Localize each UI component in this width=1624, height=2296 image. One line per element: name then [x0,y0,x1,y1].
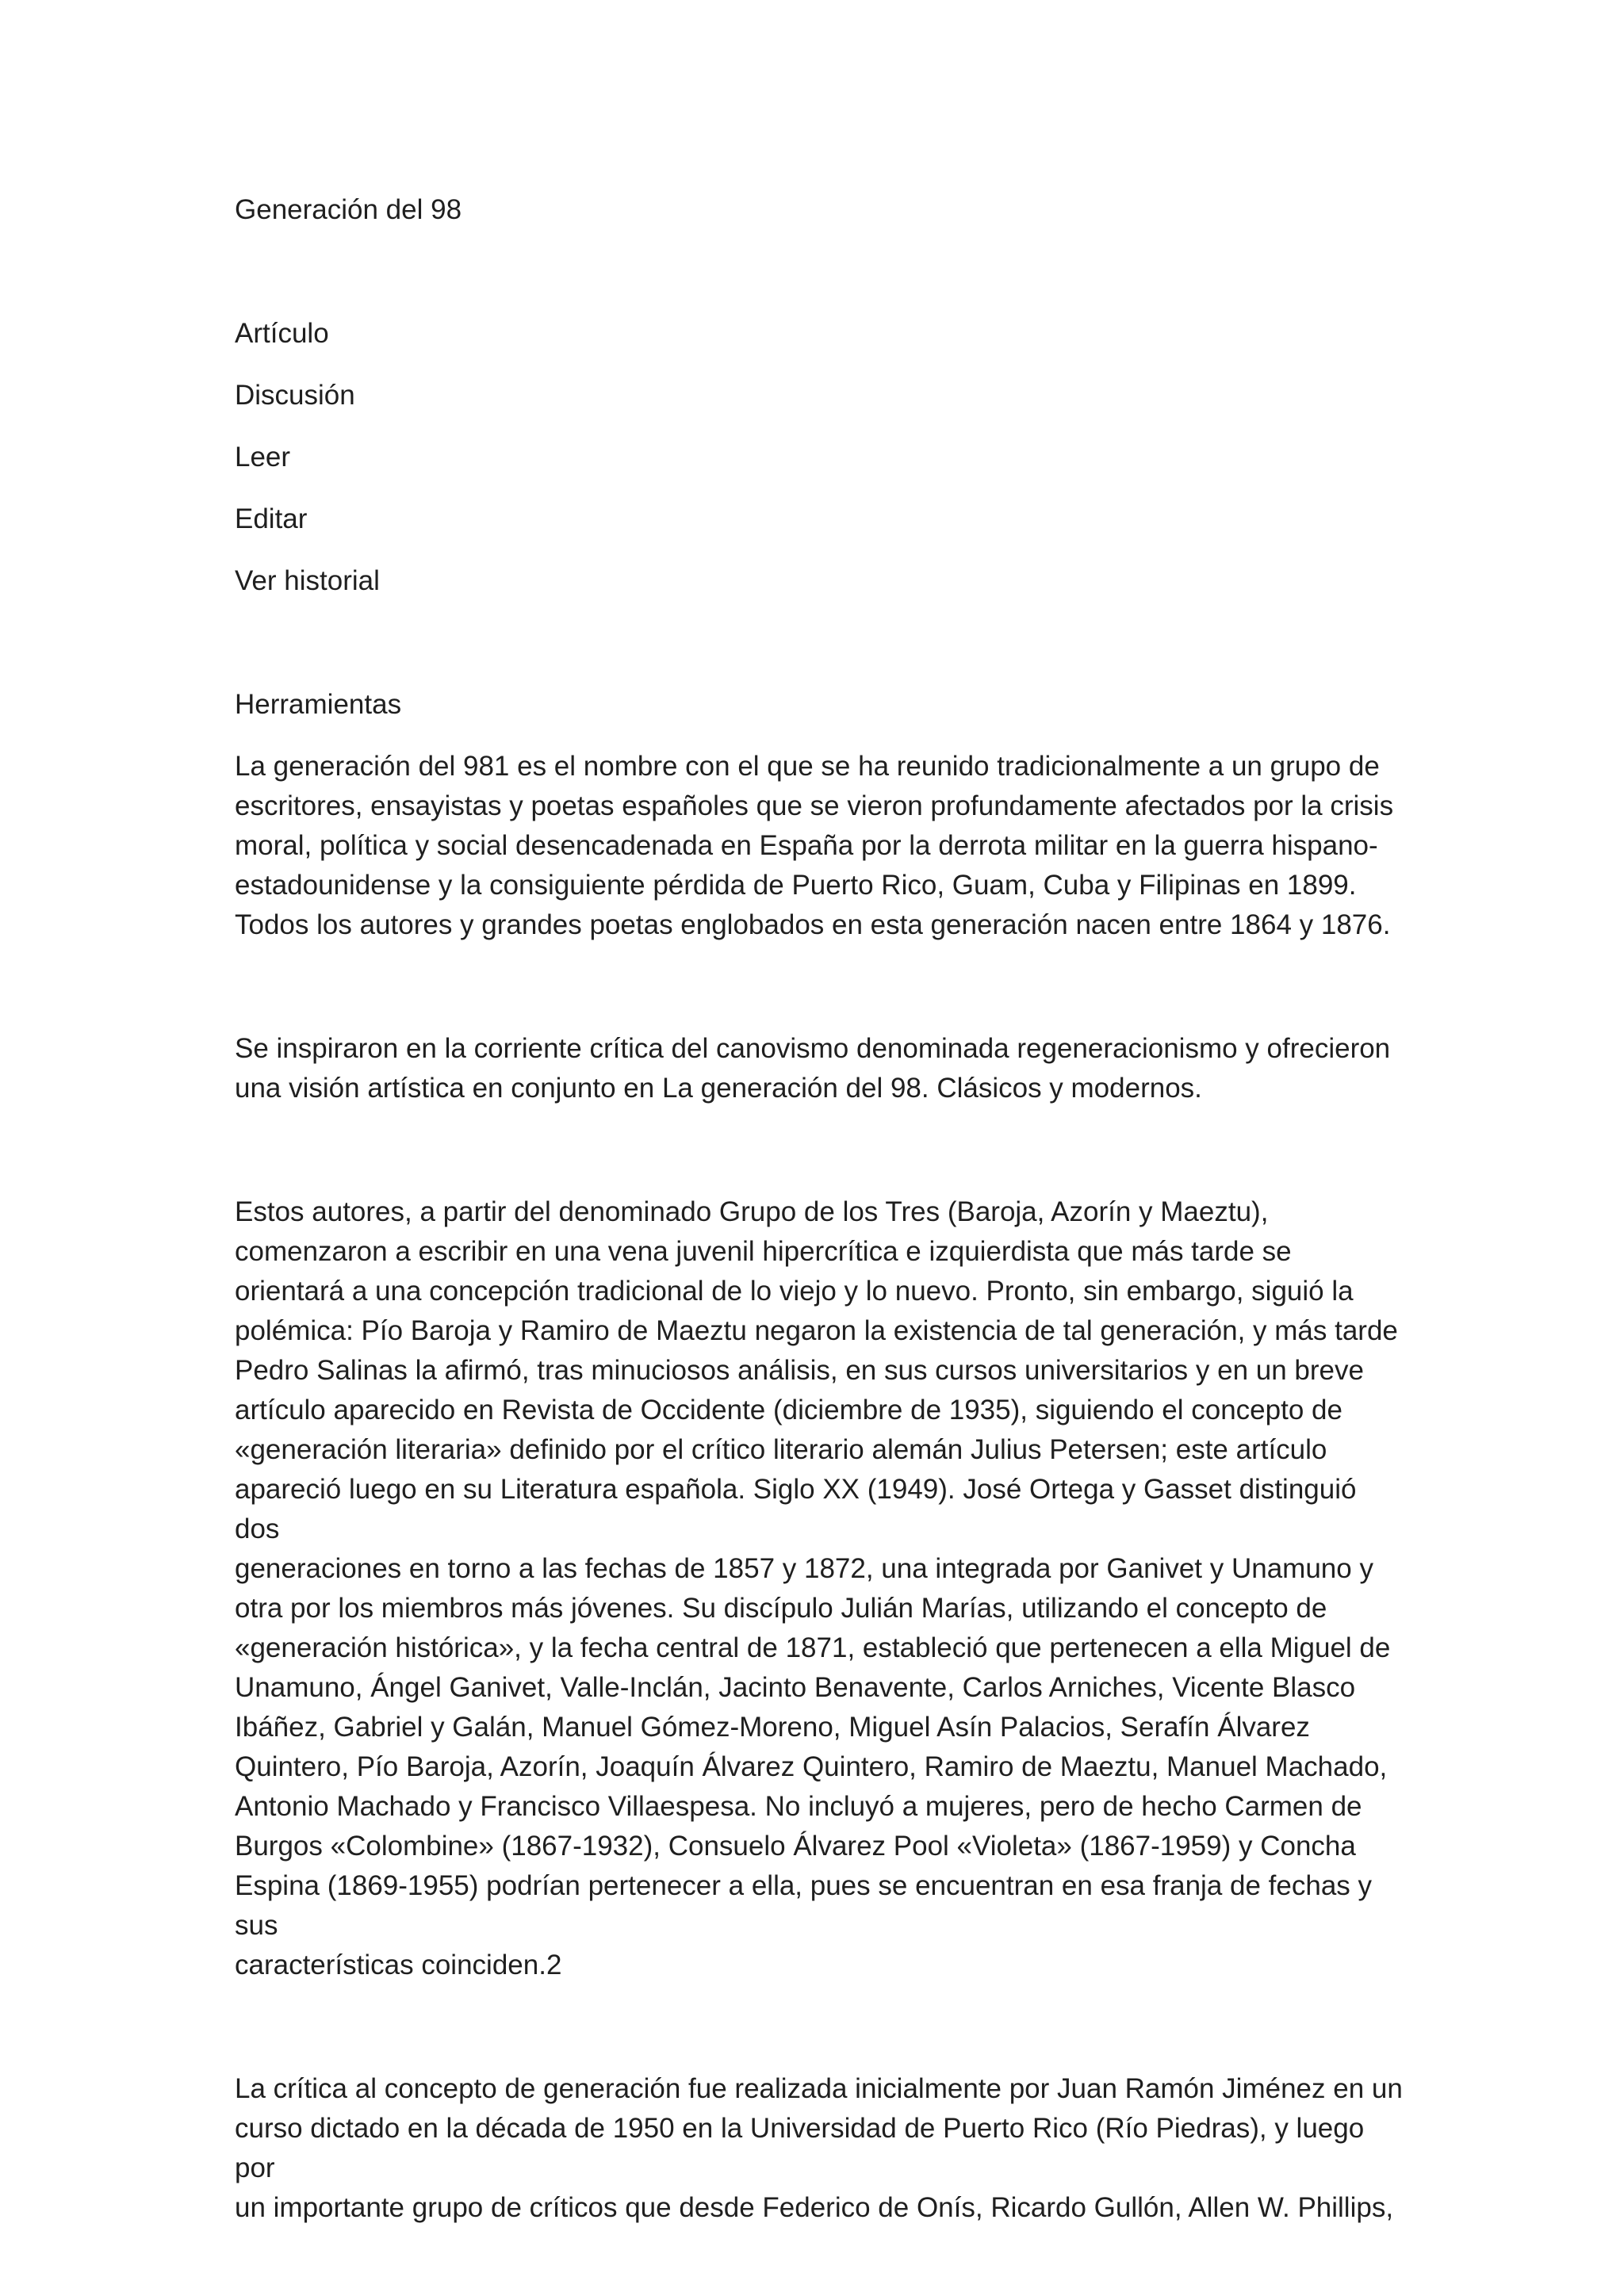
tab-editar[interactable]: Editar [235,503,308,534]
article-paragraph-2: Se inspiraron en la corriente crítica del canovismo denominada regeneracionismo y ofrecieron una visión artística en conjunto en La generación del 98. Clásicos y modernos. [235,1033,1391,1104]
tab-leer[interactable]: Leer [235,442,291,473]
document-content [235,190,1408,2228]
article-paragraph-1: La generación del 981 es el nombre con el que se ha reunido tradicionalmente a un grupo de escritores, ensayistas y poetas españoles que se vieron profundamente afectados por la crisis moral, política y social desencadenada en España por la derrota militar en la guerra hispano- estadounidense y la consiguiente pérdida de Puerto Rico, Guam, Cuba y Filipinas en 1899. Todos los autores y grandes poetas englobados en esta generación nacen entre 1864 y 1876. [235,751,1394,940]
tab-discusion[interactable]: Discusión [235,380,355,411]
tab-articulo[interactable]: Artículo [235,318,329,349]
page-title: Generación del 98 [235,194,462,225]
article-paragraph-4: La crítica al concepto de generación fue realizada inicialmente por Juan Ramón Jiménez en un curso dictado en la década de 1950 en la Universidad de Puerto Rico (Río Piedras), y luego por un importante grupo de críticos que desde Federico de Onís, Ricardo Gullón, Allen W. Phillips, [235,2073,1403,2223]
tools-menu[interactable]: Herramientas [235,689,402,720]
article-paragraph-3: Estos autores, a partir del denominado Grupo de los Tres (Baroja, Azorín y Maeztu), comenzaron a escribir en una vena juvenil hipercrítica e izquierdista que más tarde se orientará a una concepción tradicional de lo viejo y lo nuevo. Pronto, sin embargo, siguió la polémica: Pío Baroja y Ramiro de Maeztu negaron la existencia de tal generación, y más tarde Pedro Salinas la afirmó, tras minuciosos análisis, en sus cursos universitarios y en un breve artículo aparecido en Revista de Occidente (diciembre de 1935), siguiendo el concepto de «generación literaria» definido por el crítico literario alemán Julius Petersen; este artículo apareció luego en su Literatura española. Siglo XX (1949). José Ortega y Gasset distinguió dos generaciones en torno a las fechas de 1857 y 1872, una integrada por Ganivet y Unamuno y otra por los miembros más jóvenes. Su discípulo Julián Marías, utilizando el concepto de «generación histórica», y la fecha central de 1871, estableció que pertenecen a ella Miguel de Unamuno, Ángel Ganivet, Valle-Inclán, Jacinto Benavente, Carlos Arniches, Vicente Blasco Ibáñez, Gabriel y Galán, Manuel Gómez-Moreno, Miguel Asín Palacios, Serafín Álvarez Quintero, Pío Baroja, Azorín, Joaquín Álvarez Quintero, Ramiro de Maeztu, Manuel Machado, Antonio Machado y Francisco Villaespesa. No incluyó a mujeres, pero de hecho Carmen de Burgos «Colombine» (1867-1932), Consuelo Álvarez Pool «Violeta» (1867-1959) y Concha Espina (1869-1955) podrían pertenecer a ella, pues se encuentran en esa franja de fechas y sus características coinciden.2 [235,1196,1398,1980]
tab-ver-historial[interactable]: Ver historial [235,565,380,596]
